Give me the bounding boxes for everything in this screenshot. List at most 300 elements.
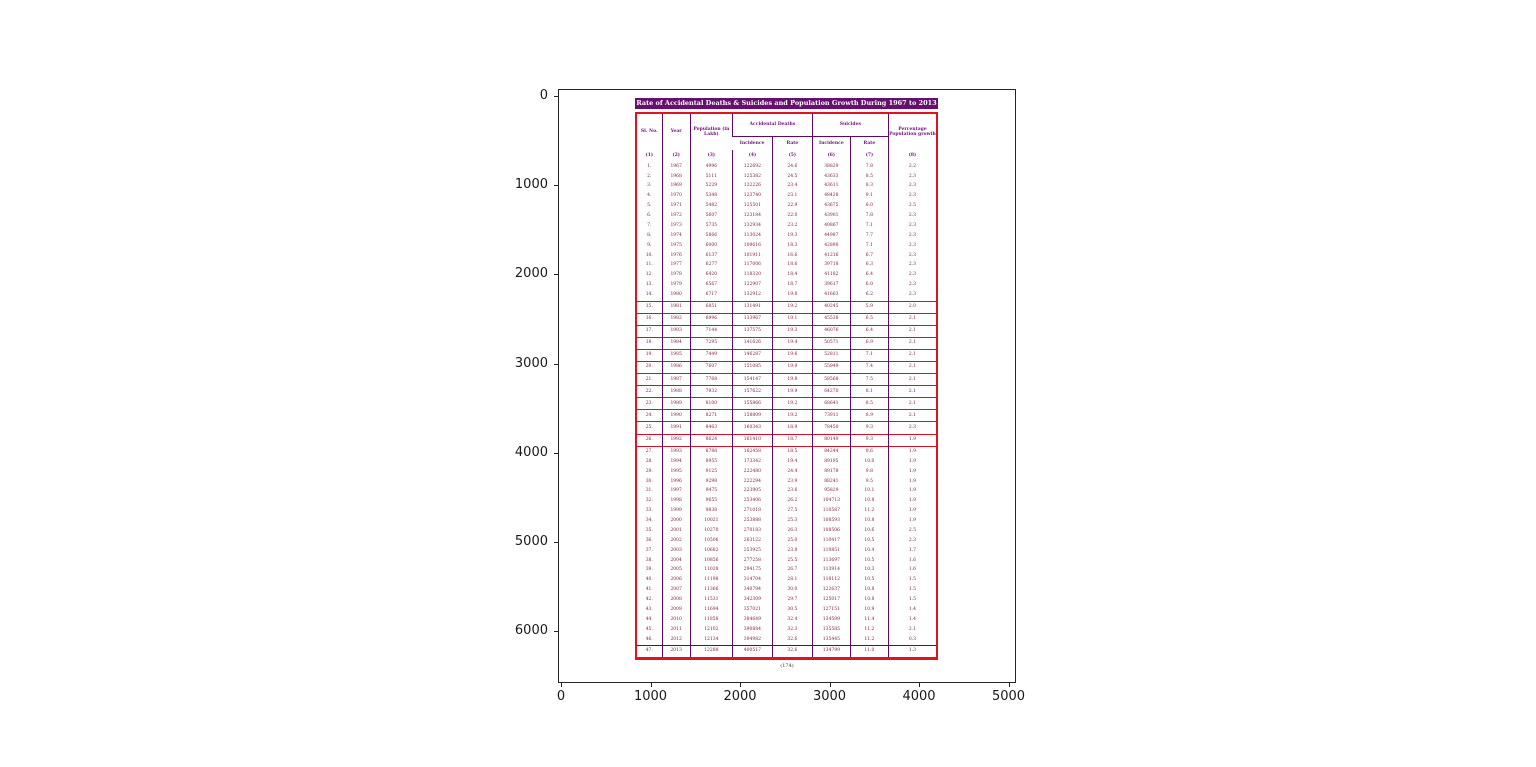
table-cell: 113024 [732, 231, 772, 241]
table-cell: 2.1 [888, 338, 936, 350]
table-cell: 1.9 [888, 457, 936, 467]
table-row [637, 192, 936, 202]
table-cell: 16. [637, 313, 662, 325]
table-cell: 157622 [732, 386, 772, 398]
table-cell: 11.4 [850, 615, 888, 625]
table-cell: 8955 [690, 457, 732, 467]
table-row [637, 313, 936, 325]
table-cell: 19.1 [772, 313, 812, 325]
x-tick-label: 0 [556, 689, 566, 704]
table-cell: 1995 [662, 467, 690, 477]
table-cell: 384649 [732, 615, 772, 625]
table-cell: 11198 [690, 576, 732, 586]
column-number: (4) [732, 150, 772, 162]
table-cell: 13. [645, 282, 653, 288]
table-cell: 1970 [662, 192, 690, 202]
table-cell: 1976 [662, 251, 690, 261]
table-cell: 19.4 [772, 338, 812, 350]
table-row [637, 422, 936, 434]
table-cell: 342309 [732, 595, 772, 605]
table-cell: 58568 [812, 374, 850, 386]
table-cell: 46. [645, 636, 653, 642]
table-cell: 154147 [732, 374, 772, 386]
table-row [637, 231, 936, 241]
col-header-sl: Sl. No. [640, 129, 658, 135]
table-cell: 32.6 [772, 646, 812, 657]
table-cell: 11028 [690, 566, 732, 576]
table-cell: 19.2 [772, 410, 812, 422]
table-row [637, 281, 936, 291]
table-row [637, 325, 936, 337]
y-tick-mark [554, 364, 558, 365]
table-cell: 5229 [690, 182, 732, 192]
table-cell: 109616 [732, 241, 772, 251]
table-title: Rate of Accidental Deaths & Suicides and Population Growth During 1967 to 2013 [636, 99, 937, 107]
table-row [637, 477, 936, 487]
table-cell: 2013 [662, 646, 690, 657]
table-cell: 44. [645, 616, 653, 622]
table-cell: 123184 [732, 211, 772, 221]
table-cell: 78450 [812, 422, 850, 434]
table-cell: 43633 [812, 172, 850, 182]
table-cell: 23.8 [772, 546, 812, 556]
table-cell: 2.3 [888, 422, 936, 434]
table-cell: 26.7 [772, 566, 812, 576]
table-cell: 27.5 [772, 506, 812, 516]
table-cell: 122226 [732, 182, 772, 192]
table-cell: 10856 [690, 556, 732, 566]
table-row [637, 410, 936, 422]
table-cell: 6.9 [850, 338, 888, 350]
col-header-growth: Percentage Population growth [888, 114, 936, 150]
table-row [637, 386, 936, 398]
y-tick-label: 6000 [514, 623, 548, 639]
table-cell: 68641 [812, 398, 850, 410]
table-cell: 134599 [812, 615, 850, 625]
table-cell: 162458 [732, 446, 772, 457]
y-tick-label: 1000 [514, 177, 548, 193]
table-cell: 108593 [812, 516, 850, 526]
table-cell: 110851 [812, 546, 850, 556]
table-cell: 64270 [812, 386, 850, 398]
table-row [637, 506, 936, 516]
table-cell: 1.5 [888, 595, 936, 605]
table-cell: 110587 [812, 506, 850, 516]
table-cell: 2.3 [888, 172, 936, 182]
table-cell: 5607 [690, 211, 732, 221]
table-cell: 1.5 [888, 585, 936, 595]
x-tick-mark [651, 683, 652, 687]
table-cell: 9.5 [850, 477, 888, 487]
table-cell: 2005 [662, 566, 690, 576]
table-cell: 9. [647, 242, 652, 248]
table-cell: 12134 [690, 635, 732, 646]
table-cell: 6567 [690, 281, 732, 291]
table-cell: 1984 [662, 338, 690, 350]
table-cell: 2.3 [888, 231, 936, 241]
table-cell: 89178 [812, 467, 850, 477]
table-cell: 24. [637, 410, 662, 422]
table-cell: 2.1 [888, 350, 936, 362]
table-cell: 8.5 [850, 398, 888, 410]
table-cell: 11366 [690, 585, 732, 595]
table-cell: 52811 [812, 350, 850, 362]
table-cell: 1977 [662, 261, 690, 271]
table-cell: 6.2 [850, 290, 888, 301]
table-cell: 18.7 [772, 281, 812, 291]
table-cell: 19.4 [772, 457, 812, 467]
table-cell: 7607 [690, 362, 732, 374]
table-row [637, 497, 936, 507]
table-cell: 24.4 [772, 467, 812, 477]
table-cell: 19.6 [772, 350, 812, 362]
table-cell: 1971 [662, 202, 690, 212]
table-cell: 104713 [812, 497, 850, 507]
table-cell: 125501 [732, 202, 772, 212]
table-cell: 5111 [690, 172, 732, 182]
table-cell: 26. [637, 434, 662, 446]
table-row [637, 605, 936, 615]
table-cell: 2007 [662, 585, 690, 595]
table-cell: 42890 [812, 241, 850, 251]
table-cell: 38829 [812, 162, 850, 172]
table-cell: 158809 [732, 410, 772, 422]
table-cell: 113914 [812, 566, 850, 576]
table-cell: 1.9 [888, 477, 936, 487]
y-tick-label: 2000 [514, 266, 548, 282]
table-cell: 9125 [690, 467, 732, 477]
table-cell: 2.1 [888, 398, 936, 410]
table-cell: 6.7 [850, 251, 888, 261]
table-cell: 36. [645, 537, 653, 543]
table-cell: 1.4 [888, 615, 936, 625]
x-tick-mark [919, 683, 920, 687]
table-cell: 155866 [732, 398, 772, 410]
x-tick-label: 5000 [991, 689, 1026, 704]
table-cell: 7295 [690, 338, 732, 350]
table-cell: 48428 [812, 192, 850, 202]
table-cell: 2.3 [888, 251, 936, 261]
table-cell: 6851 [690, 301, 732, 313]
table-cell: 29.7 [772, 595, 812, 605]
table-cell: 125382 [732, 172, 772, 182]
table-cell: 132934 [732, 221, 772, 231]
table-cell: 271018 [732, 506, 772, 516]
table-cell: 133967 [732, 313, 772, 325]
table-cell: 18.5 [772, 446, 812, 457]
column-number: (2) [662, 150, 690, 162]
y-tick-mark [554, 542, 558, 543]
table-cell: 8788 [690, 446, 732, 457]
table-cell: 10.8 [850, 497, 888, 507]
table-cell: 19. [637, 350, 662, 362]
table-cell: 23. [637, 398, 662, 410]
table-cell: 9655 [690, 497, 732, 507]
table-cell: 1.9 [888, 506, 936, 516]
table-cell: 161410 [732, 434, 772, 446]
table-cell: 151085 [732, 362, 772, 374]
table-cell: 25.0 [772, 536, 812, 546]
table-row [637, 467, 936, 477]
table-cell: 122907 [732, 281, 772, 291]
table-cell: 8.0 [850, 202, 888, 212]
table-cell: 25. [637, 422, 662, 434]
table-cell: 7932 [690, 386, 732, 398]
sub-header-incidence: Incidence [812, 136, 850, 150]
table-cell: 8. [647, 232, 652, 238]
table-cell: 1972 [662, 211, 690, 221]
table-cell: 2.3 [888, 271, 936, 281]
table-cell: 73911 [812, 410, 850, 422]
table-cell: 2.1 [888, 362, 936, 374]
table-cell: 9475 [690, 487, 732, 497]
table-cell: 24.6 [772, 162, 812, 172]
table-cell: 131491 [732, 301, 772, 313]
table-cell: 43. [645, 606, 653, 612]
table-cell: 222294 [732, 477, 772, 487]
table-cell: 10.8 [850, 585, 888, 595]
table-cell: 10.3 [850, 566, 888, 576]
x-tick-mark [740, 683, 741, 687]
table-cell: 2.3 [888, 211, 936, 221]
table-cell: 357021 [732, 605, 772, 615]
table-cell: 5482 [690, 202, 732, 212]
table-header [637, 114, 936, 162]
table-row [637, 585, 936, 595]
table-cell: 270183 [732, 526, 772, 536]
table-cell: 41216 [812, 251, 850, 261]
table-cell: 1981 [662, 301, 690, 313]
table-cell: 31. [645, 488, 653, 494]
table-cell: 2.3 [888, 192, 936, 202]
table-cell: 6. [647, 213, 652, 219]
table-cell: 22.0 [772, 211, 812, 221]
table-cell: 40867 [812, 221, 850, 231]
table-cell: 122637 [812, 585, 850, 595]
table-cell: 134799 [812, 646, 850, 657]
table-cell: 10. [645, 252, 653, 258]
table-cell: 390884 [732, 625, 772, 635]
table-cell: 10021 [690, 516, 732, 526]
table-border [635, 112, 938, 660]
table-cell: 8463 [690, 422, 732, 434]
table-cell: 10.0 [850, 457, 888, 467]
table-cell: 95829 [812, 487, 850, 497]
table-cell: 1983 [662, 325, 690, 337]
table-cell: 1980 [662, 290, 690, 301]
table-cell: 4. [647, 193, 652, 199]
table-cell: 10.5 [850, 556, 888, 566]
table-cell: 7.7 [850, 231, 888, 241]
table-cell: 394982 [732, 635, 772, 646]
table-cell: 25.5 [772, 556, 812, 566]
table-cell: 19.8 [772, 374, 812, 386]
column-number: (1) [645, 153, 653, 159]
table-row [637, 290, 936, 301]
table-cell: 9.1 [850, 192, 888, 202]
table-row [637, 457, 936, 467]
table-cell: 2.3 [888, 182, 936, 192]
table-cell: 6420 [690, 271, 732, 281]
table-scan-image [633, 96, 941, 668]
table-cell: 18.9 [772, 422, 812, 434]
table-cell: 16.6 [772, 251, 812, 261]
table-cell: 118320 [732, 271, 772, 281]
table-cell: 294175 [732, 566, 772, 576]
table-cell: 263122 [732, 536, 772, 546]
table-cell: 2.1 [888, 625, 936, 635]
table-cell: 30.0 [772, 585, 812, 595]
table-row [637, 526, 936, 536]
table-row [637, 635, 936, 646]
table-cell: 32. [645, 498, 653, 504]
table-cell: 7449 [690, 350, 732, 362]
table-cell: 8624 [690, 434, 732, 446]
table-cell: 1991 [662, 422, 690, 434]
table-cell: 8.1 [850, 386, 888, 398]
table-row [637, 362, 936, 374]
table-cell: 24.5 [772, 172, 812, 182]
table-cell: 55949 [812, 362, 850, 374]
table-cell: 32.3 [772, 625, 812, 635]
x-tick-mark [830, 683, 831, 687]
col-group-accidental: Accidental Deaths [732, 114, 812, 136]
table-cell: 11.2 [850, 625, 888, 635]
table-cell: 28.1 [772, 576, 812, 586]
table-cell: 35. [645, 527, 653, 533]
table-cell: 45538 [812, 313, 850, 325]
table-cell: 43901 [812, 211, 850, 221]
y-tick-mark [554, 453, 558, 454]
table-cell: 27. [637, 446, 662, 457]
table-cell: 2008 [662, 595, 690, 605]
table-cell: 2000 [662, 516, 690, 526]
table-cell: 2009 [662, 605, 690, 615]
table-cell: 33. [645, 508, 653, 514]
table-cell: 340794 [732, 585, 772, 595]
table-cell: 1998 [662, 497, 690, 507]
table-cell: 19.2 [772, 398, 812, 410]
table-cell: 0.3 [888, 635, 936, 646]
page-footer-caption: (174) [780, 663, 794, 669]
table-cell: 10.8 [850, 595, 888, 605]
table-cell: 253406 [732, 497, 772, 507]
table-cell: 19.3 [772, 231, 812, 241]
table-cell: 9298 [690, 477, 732, 487]
table-cell: 88241 [812, 477, 850, 487]
y-tick-mark [554, 185, 558, 186]
table-cell: 12. [645, 272, 653, 278]
y-tick-mark [554, 96, 558, 97]
table-cell: 8271 [690, 410, 732, 422]
y-tick-label: 4000 [514, 444, 548, 460]
table-cell: 11.2 [850, 635, 888, 646]
table-cell: 9.6 [850, 446, 888, 457]
table-cell: 2.5 [888, 526, 936, 536]
table-cell: 1989 [662, 398, 690, 410]
table-cell: 5735 [690, 221, 732, 231]
table-row [637, 446, 936, 457]
table-cell: 12288 [690, 646, 732, 657]
table-row [637, 576, 936, 586]
table-cell: 42. [645, 597, 653, 602]
column-number: (5) [772, 150, 812, 162]
table-cell: 1.9 [888, 497, 936, 507]
table-cell: 222480 [732, 467, 772, 477]
table-cell: 22. [637, 386, 662, 398]
table-cell: 18.3 [772, 241, 812, 251]
table-cell: 12102 [690, 625, 732, 635]
table-cell: 6137 [690, 251, 732, 261]
table-cell: 7. [647, 222, 652, 228]
table-cell: 44987 [812, 231, 850, 241]
table-cell: 2002 [662, 536, 690, 546]
table-cell: 89195 [812, 457, 850, 467]
table-cell: 41. [645, 587, 653, 593]
table-cell: 253925 [732, 546, 772, 556]
table-cell: 2012 [662, 635, 690, 646]
col-header-population: Population (in Lakh) [690, 114, 732, 150]
table-cell: 41182 [812, 271, 850, 281]
table-cell: 118112 [812, 576, 850, 586]
table-row [637, 182, 936, 192]
table-cell: 135445 [812, 635, 850, 646]
table-cell: 8.5 [850, 172, 888, 182]
table-cell: 117006 [732, 261, 772, 271]
table-cell: 123740 [732, 192, 772, 202]
table-cell: 7.8 [850, 211, 888, 221]
x-tick-mark [1009, 683, 1010, 687]
table-cell: 137575 [732, 325, 772, 337]
table-cell: 18.6 [772, 261, 812, 271]
table-cell: 1.4 [888, 605, 936, 615]
table-row [637, 546, 936, 556]
table-row [637, 301, 936, 313]
table-cell: 22.9 [772, 202, 812, 212]
table-cell: 6000 [690, 241, 732, 251]
x-tick-label: 3000 [812, 689, 847, 704]
table-cell: 1993 [662, 446, 690, 457]
table-cell: 19.2 [772, 301, 812, 313]
table-cell: 314704 [732, 576, 772, 586]
table-cell: 135585 [812, 625, 850, 635]
table-cell: 2.3 [888, 261, 936, 271]
table-cell: 11.2 [850, 506, 888, 516]
table-row [637, 338, 936, 350]
table-cell: 14. [645, 292, 653, 298]
column-number: (3) [690, 150, 732, 162]
table-cell: 26.3 [772, 526, 812, 536]
table-cell: 1985 [662, 350, 690, 362]
x-tick-label: 2000 [723, 689, 757, 704]
table-cell: 223905 [732, 487, 772, 497]
table-cell: 9.3 [850, 422, 888, 434]
y-tick-mark [554, 274, 558, 275]
col-header-year: Year [662, 114, 690, 150]
table-cell: 2.0 [888, 301, 936, 313]
table-cell: 122692 [732, 162, 772, 172]
table-cell: 39. [645, 567, 653, 573]
table-cell: 10682 [690, 546, 732, 556]
table-cell: 2.2 [888, 162, 936, 172]
table-cell: 84244 [812, 446, 850, 457]
table-row [637, 646, 936, 657]
sub-header-incidence: Incidence [739, 140, 765, 146]
table-cell: 108506 [812, 526, 850, 536]
table-cell: 2.1 [888, 374, 936, 386]
table-cell: 47. [637, 646, 662, 657]
y-tick-label: 0 [539, 88, 548, 103]
